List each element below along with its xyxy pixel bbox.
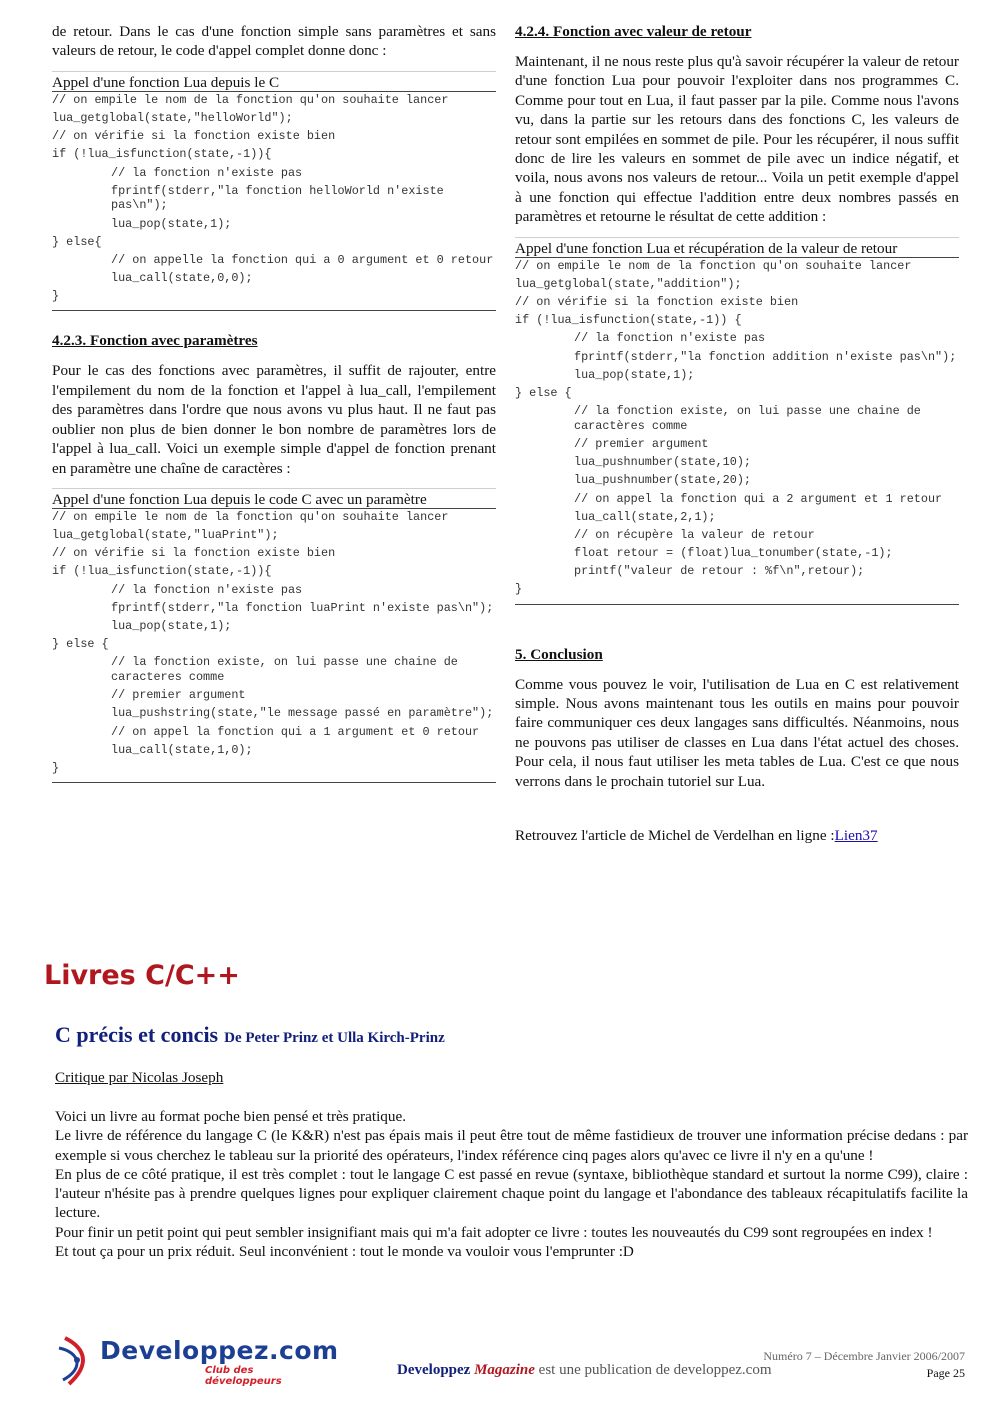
code-line: if (!lua_isfunction(state,-1)) { — [515, 313, 742, 328]
review-paragraph: Pour finir un petit point qui peut sembler insignifiant mais qui m'a fait adopter ce livre : toutes les nouveautés du C99 sont regroupées en index ! — [55, 1223, 933, 1241]
heading-conclusion: 5. Conclusion — [515, 645, 603, 663]
paragraph-conclusion: Comme vous pouvez le voir, l'utilisation de Lua en C est relativement simple. Nous avons maintenant tous les outils en mains pour pouvoir faire communiquer ces deux langages sans difficultés. Néanmoins, nous ne pouvons pas utiliser de classes en Lua dans l'état actuel des choses. Pour cela, il nous faut utiliser les meta tables de Lua. C'est ce que nous verrons dans le prochain tutoriel sur Lua. — [515, 675, 959, 790]
review-paragraph: En plus de ce côté pratique, il est très complet : tout le langage C est passé en revue (syntaxe, bibliothèque standard et surtout la norme C99), claire : l'auteur n'hésite pas à prendre quelques lignes pour expliquer clairement chaque point du langage et l'abondance des tableaux récapitulatifs facilite la lecture. — [55, 1165, 968, 1222]
lien37-link[interactable]: Lien37 — [834, 827, 878, 845]
code-line: lua_getglobal(state,"helloWorld"); — [52, 111, 293, 125]
code-line: lua_pop(state,1); — [111, 619, 232, 634]
code-line: lua_pop(state,1); — [111, 216, 232, 231]
code-line: float retour = (float)lua_tonumber(state,-1); — [574, 546, 893, 561]
code-line: } — [515, 582, 523, 597]
code-line: } — [52, 760, 60, 775]
code-line: // on vérifie si la fonction existe bien — [52, 129, 336, 144]
code-line: // la fonction n'existe pas — [111, 165, 303, 180]
review-paragraph: Le livre de référence du langage C (le K&R) n'est pas épais mais il peut être tout de même fastidieux de trouver une information précise dedans : par exemple si vous cherchez le tableau sur la priorité des opérateurs, l'index référence cinq pages alors qu'avec ce livre il n'y en a qu'une ! — [55, 1127, 968, 1164]
intro-paragraph: de retour. Dans le cas d'une fonction simple sans paramètres et sans valeurs de retour, le code d'appel complet donne donc : — [52, 23, 496, 60]
left-column — [52, 22, 496, 783]
book-authors: De Peter Prinz et Ulla Kirch-Prinz — [224, 1030, 445, 1046]
code-line: lua_pushstring(state,"le message passé en paramètre"); — [111, 706, 494, 721]
developpez-logo[interactable] — [55, 1334, 339, 1387]
review-paragraph: Voici un livre au format poche bien pensé et très pratique. — [55, 1108, 407, 1125]
code-line: // la fonction n'existe pas — [574, 331, 766, 346]
code-line: // on empile le nom de la fonction qu'on souhaite lancer — [52, 509, 449, 524]
code-line: fprintf(stderr,"la fonction addition n'existe pas\n"); — [574, 349, 957, 364]
code-block-1 — [52, 92, 496, 312]
paragraph-4-2-3: Pour le cas des fonctions avec paramètres, il suffit de rajouter, entre l'empilement du nom de la fonction et l'appel à lua_call, l'empilement des paramètres dans l'ordre que nous avons vu plus haut. Il ne faut pas oublier non plus de bien donner le bon nombre de paramètres lors de l'appel à lua_call. Voici un exemple simple d'appel de fonction prenant en paramètre une chaîne de caractères : — [52, 362, 496, 477]
logo-text: Developpez.com — [100, 1336, 339, 1365]
code-block-1-title: Appel d'une fonction Lua depuis le C — [52, 71, 496, 92]
heading-4-2-3: 4.2.3. Fonction avec paramètres — [52, 332, 258, 350]
footer-issue-info — [763, 1348, 965, 1382]
footer-publication — [397, 1362, 772, 1379]
section-title-livres: Livres C/C++ — [44, 960, 240, 991]
code-line: lua_getglobal(state,"luaPrint"); — [52, 528, 279, 543]
code-line: // on empile le nom de la fonction qu'on souhaite lancer — [515, 258, 912, 273]
code-line: } else { — [52, 637, 109, 652]
footer-magazine: Magazine — [474, 1362, 535, 1378]
code-line: // on appel la fonction qui a 1 argument et 0 retour — [111, 724, 480, 739]
code-line: // on récupère la valeur de retour — [574, 527, 815, 542]
footer-publication-text: est une publication de developpez.com — [534, 1362, 772, 1378]
code-line: lua_call(state,1,0); — [111, 742, 253, 757]
code-block-3-title: Appel d'une fonction Lua et récupération de la valeur de retour — [515, 237, 959, 258]
retrouvez-line — [515, 826, 959, 845]
code-line: if (!lua_isfunction(state,-1)){ — [52, 147, 272, 162]
code-line: // on vérifie si la fonction existe bien — [515, 295, 799, 310]
book-review — [55, 1107, 968, 1261]
code-line: // premier argument — [574, 436, 709, 451]
code-line: lua_pushnumber(state,10); — [574, 455, 751, 470]
code-line: // premier argument — [111, 688, 246, 703]
issue-number: Numéro 7 – Décembre Janvier 2006/2007 — [763, 1349, 965, 1363]
code-line: } else { — [515, 385, 572, 400]
code-line: lua_getglobal(state,"addition"); — [515, 276, 742, 291]
book-title-line — [55, 1022, 445, 1049]
footer-brand: Developpez — [397, 1362, 471, 1378]
code-block-2-title: Appel d'une fonction Lua depuis le code C avec un paramètre — [52, 488, 496, 509]
code-line: // on appelle la fonction qui a 0 argument et 0 retour — [111, 252, 494, 267]
code-line: lua_pop(state,1); — [574, 367, 695, 382]
right-column — [515, 22, 959, 845]
code-line: // on empile le nom de la fonction qu'on souhaite lancer — [52, 92, 449, 107]
paragraph-4-2-4: Maintenant, il ne nous reste plus qu'à savoir récupérer la valeur de retour d'une fonction Lua pour pouvoir l'exploiter dans nos programmes C. Comme pour tout en Lua, il faut passer par la pile. Comme nous l'avons vu, dans la partie sur les retours dans des fonctions C, les valeurs de retour sont empilées en sommet de pile. Pour les récupérer, il nous suffit donc de lire les valeurs en sommet de pile avec un indice négatif, et voila, nous avons nos valeurs de retour... Voila un petit exemple d'appel à une fonction qui effectue l'addition entre deux nombres passés en paramètres et retourne le résultat de cette addition : — [515, 53, 959, 226]
code-line: // on appel la fonction qui a 2 argument et 1 retour — [574, 491, 943, 506]
logo-swoosh-icon — [55, 1334, 99, 1386]
code-line: lua_call(state,0,0); — [111, 271, 253, 286]
page-number: Page 25 — [926, 1366, 965, 1380]
code-block-2 — [52, 509, 496, 783]
code-line: if (!lua_isfunction(state,-1)){ — [52, 564, 272, 579]
code-line: lua_pushnumber(state,20); — [574, 473, 751, 488]
code-line: fprintf(stderr,"la fonction luaPrint n'existe pas\n"); — [111, 600, 494, 615]
review-paragraph: Et tout ça pour un prix réduit. Seul inconvénient : tout le monde va vouloir vous l'emprunter :D — [55, 1243, 634, 1261]
heading-4-2-4: 4.2.4. Fonction avec valeur de retour — [515, 23, 752, 40]
code-line: } else{ — [52, 234, 102, 249]
critique-author: Critique par Nicolas Joseph — [55, 1069, 224, 1086]
code-line: } — [52, 289, 60, 304]
code-line: lua_call(state,2,1); — [574, 509, 716, 524]
code-block-3 — [515, 258, 959, 605]
retrouvez-text: Retrouvez l'article de Michel de Verdelhan en ligne : — [515, 827, 835, 845]
code-line: fprintf(stderr,"la fonction helloWorld n'existe pas\n"); — [111, 183, 451, 213]
logo-tagline: Club des développeurs — [205, 1365, 282, 1387]
book-title: C précis et concis — [55, 1022, 219, 1047]
code-line: printf("valeur de retour : %f\n",retour); — [574, 564, 865, 579]
code-line: // on vérifie si la fonction existe bien — [52, 546, 336, 561]
code-line: // la fonction existe, on lui passe une chaine de caracteres comme — [111, 655, 465, 684]
code-line: // la fonction existe, on lui passe une chaine de caractères comme — [574, 404, 928, 433]
code-line: // la fonction n'existe pas — [111, 582, 303, 597]
